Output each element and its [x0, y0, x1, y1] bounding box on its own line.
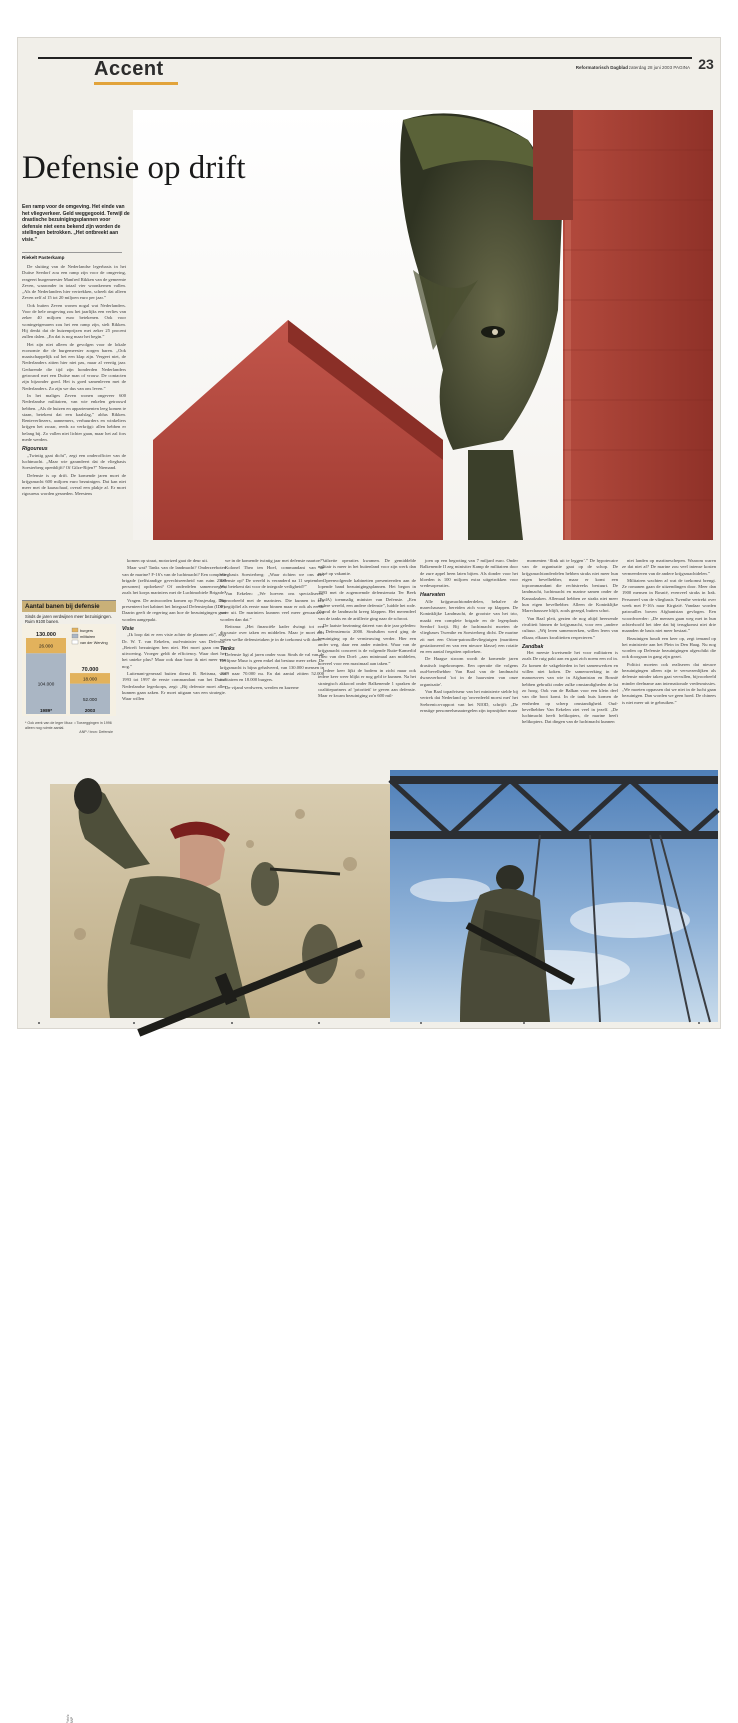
section-title: Accent — [94, 58, 164, 80]
headline: Defensie op drift — [22, 150, 246, 186]
photo-credit: Foto's: ANP — [66, 1714, 74, 1723]
paragraph: Politici moeten ook realiseren dat nieuwe bezuinigingen alleen zijn te verwezenlijken als defensie minder taken gaat vervullen, bijvoorbeeld minder deelname aan internationale vredesmissies. „We moeten oppassen dat we niet in de lucht gaan bezuinigen. Dan worden we geen hoed. De chinees is niet meer uit te gebruiken.” — [622, 661, 717, 705]
paragraph: we in de komende twintig jaar met defensie naartoe?” — [225, 558, 324, 563]
paragraph: Het meeste kwetsende het voor militairen is zoals De ruig pakt aan en gaat zich noem een rol in. Zo komen de vakgebieden in het samenwerken en willen niet koken. De samenwerking in de manoeuvres van wie in Afghanistan en Bosnië hebben gebruikt onder zulke omstandigheden de lat zo hoog. Ook van de Balkan voor een klein deel van die boot komt. In de tank huis komen de eenheden op scherp omstandigheid. Oud-bevelhebber Van Eekelen ziet veel in jezelf. „De luchtmacht heeft helikopters, de marine heeft helikopters. Dat dingen van de luchtmacht kunnen — [522, 650, 618, 725]
paragraph: Defensie is op drift. De komende jaren moet de krijgsmacht 600 miljoen euro bezuinigen. Dat kan niet meer met de kaasschaaf, overal een plakje af. Er moet rigoureus worden gesneden. Meestens — [22, 472, 126, 497]
paragraph: Het zijn niet alleen de gevolgen voor de lokale economie die de burgemeester zorgen baren. „Ook maatschappelijk zal het een klap zijn. Vergeet niet, de Nederlanders zitten hier niet pas, maar al veertig jaar. Gedurende die tijd zijn honderden Nederlanders getrouwd met een Duitse man of vrouw. De contacten zijn bijzonder goed. Het is goed samenleven met de Nederlanders. Zo zijn we dus van ons leven.” — [22, 341, 126, 391]
paragraph: De sluiting van de Nederlandse legerbasis in het Duitse Seedorf zou een ramp zijn voor de omgeving, reageert burgemeester Manfred Rikken van de gemeente Zeven, waaronder in totaal vier woonkernen vallen. „Als de Nederlanders hier vertrekken, scheelt dat alleen Zeven zelf al 15 tot 20 miljoen euro per jaar.” — [22, 264, 126, 301]
paragraph: Vragen. De antwoorden komen op Prinsjesdag. Dan presenteert het kabinet het Integraal Defensieplan (IDP). Daarin geeft de regering aan hoe de bezuinigingen gaat worden aangepakt. — [122, 597, 226, 622]
militairen-label: 52.000 — [82, 696, 98, 702]
soldier-on-bridge-icon — [390, 770, 718, 1022]
legend-label: militairen — [80, 635, 96, 639]
paragraph: De vijand verdween, werden en kazerne — [225, 684, 299, 690]
subheading: Rigoureus — [22, 446, 48, 453]
paragraph: Van Eekelen: „We hoeven ons specialiseren. Bijvoorbeeld met de mariniers. Die kunnen in een vroegtijdiel als eerste naar binnen maar er ook als eerste weer uit. De mariniers kunnen veel meer gewaarderd worden dan dat.” — [220, 591, 324, 622]
paragraph: Maar wat? Tanks van de landmacht? Onderzeeboten van de marine? F-16's van de luchtmacht? Een complete brigade (zelfstandige gevechtseenheid van ruim 2500 personen) opdoeken? Of onderdelen samenvoegen, zoals het korps mariniers met de Luchtmobiele Brigade? — [122, 565, 226, 596]
paragraph: Kolonel Theo ten Hoef, commandant van de vliegbasis Soesterberg: „Waar richten we ons met defensie op? De wereld is veranderd na 11 september. Wat betekent dat voor de integrale veiligheid?” — [220, 565, 324, 590]
paragraph: De Haagse stroom wordt de komende jaren drastisch ingekrompen. Een operatie die volgens oud-bevelhebber Van Baal van de landmacht dwarsverbond 'tot in de haarvaten van onze organisatie'. — [420, 656, 518, 687]
paragraph: Luitenant-generaal buiten dienst R. Reitsma, van 1993 tot 1997 de eerste commandant van het Duits-Nederlandse legerkorps, zegt: „Bij defensie moet alles kunnen gaan zaken. Er moet uitgaan van een strategie. Waar willen — [122, 671, 226, 702]
subheading: Visie — [122, 625, 134, 632]
article-column-2 — [122, 558, 226, 704]
article-column-3 — [220, 558, 324, 692]
article-column-1 — [22, 264, 126, 499]
burgers-label: 26.000 — [38, 643, 54, 649]
legend-label: burgers — [80, 629, 93, 633]
militairen-label: 104.000 — [37, 681, 55, 687]
chart-plot — [22, 624, 116, 716]
subheading: Haarvaten — [420, 592, 446, 599]
chart-source: ANP / bron: Defensie — [79, 730, 113, 734]
paragraph: Van Baal topadviseur van het ministerie stelde bij vertrek dat Nederland op 'onverdeeld moest met' het Srebrenica-rapport van het NIOD, schrijft: „De ernstige personeelsmaatregelen zijn topsnijdser maar — [420, 688, 518, 713]
paragraph: Van Baal pleit, gezien de nog altijd heersende rivaliteit binnen de krijgsmacht, voor een „andere cultuur. „Wij leren samenwerken, willen leren van elkaar, elkaars kwaliteiten respecteren.” — [522, 615, 618, 640]
paragraph: Ook buiten Zeven wonen nogal wat Nederlanders. Voor de hele omgeving zou het jaarlijks een verlies van zeker 40 miljoen euro betekenen. Ook voor woningeigenaren zou het een ramp zijn, stelt Rikken. Hij denkt dat de huizenprijzen met zeker 25 procent zullen dalen. „En dat is nog maar het begin.” — [22, 302, 126, 340]
legend-label: van der Werving — [80, 641, 108, 645]
byline: Riekelt Pasterkamp — [22, 252, 122, 260]
masthead: Reformatorisch Dagblad — [575, 65, 628, 70]
paragraph: komen op straat, motorized gaat de deur uit. — [127, 558, 209, 563]
article-column-5 — [420, 558, 518, 715]
subheading: Tanks — [220, 645, 235, 652]
paragraph: Defensie ligt al jaren onder vuur. Sinds de val van de Berlijnse Muur is geen enkel dat bestuur meer zeker. De krijgsmacht is bijna gehalveerd, van 130.000 mensen in 1989 naar 70.000 nu. En dat aantal zittten 52.000 militairen en 18.000 burgers. — [220, 652, 324, 683]
article-column-4 — [318, 558, 416, 701]
paragraph: „Ik loop dat er een visie achter de plannen zit”, zegt Dr. W. T. van Eekelen, oud-minister van Defensie. „Betreft bezuinigen ben niet. Het moet gaan om de uitvoering. Vroeger geldt de efficiency. Waar doet het het unieke plus? Maar ook daar hoor ik niet meer van nog.” — [122, 632, 226, 669]
paragraph: Opeenvolgende kabinetten presenteerden aan de lopende band bezuinigingsplannen. Het begon in 1993 met de zogenoemde defensienota Ter Beek (PvdA) toenmalig minister van Defensie. „Een andere wereld, een andere defensie”, luidde het rode. Vooral de landmacht kreeg klappen. Het merendeel van de tanks en de artillerie ging naar de schroot. — [318, 577, 416, 621]
paragraph: Reitsma: „Het financiële kader dwingt tot een discussie over taken en middelen. Maar je moet niet weten welke defensietaken je in de toekomst wilt doen.” — [220, 623, 324, 642]
chart-title: Aantal banen bij defensie — [22, 601, 116, 612]
page-number: 23 — [692, 56, 720, 72]
legend-swatch — [72, 640, 78, 644]
paragraph: Militairen wachten af wat de toekomst brengt. Ze romanen gaan de uitzendingen door. Meer dan 1900 mensen in Bosnië, evenveel straks in Irak. Personeel van de vliegbasis Twenthe vertrekt over week met F-16's naar Kirgizië. Vandaar worden patrouilles boven Afghanistan gevlogen. Een woordvoerder: „De mensen gaan weg met in hun achterhoofd het idee dat bij terugkomst niet drie maanden de basis niet meer bestaat.” — [622, 577, 716, 634]
chart-subtitle: Sinds de jaren verdwijnen meer bezuinigingen. Ruim 9100 banen. — [25, 614, 112, 624]
category-label: 2003 — [84, 708, 96, 713]
paragraph: niet landen op mariineschepen. Waarom waren ze dat niet af? De marine zou veel intense kosten vermeerderen van de andere krijgsmachtdelen.” — [622, 558, 716, 576]
paragraph: In het maliges Zeven wonen ongeveer 600 Nederlandse militairen, van wie enkelen getrouwd hebben. „Als de huizen en appartementen leeg komen te staan, betekent dat een kaalslag,” aldus Rikken. Renteverliezers, aannemers, verhuurders en winkeliers krijgen het zwaar, reeds zo verkrijgt: allen hebben er belang bij. Zo vallen niet lichter gaan, maar het zal fors mede werden. — [22, 392, 126, 443]
subheading: Zandbak — [522, 643, 544, 650]
paragraph: momenten ‘flink uit te leggen’.” De hypotecaire van de organisatie gaat op de schop. De krijgsmachtonderdelen hebben straks niet meer hun eigen bevelhebber, maar er komt een topcommandant die rechtstreeks bestuurt. De landmacht, luchtmacht en marine samen onder de Kanaalzaken. Allemaal hebben ze straks niet meer hun eigen bevelhebber. Alleen de Koninklijke Marechaussee blijft, zoals gezegd, buiten schot. — [522, 558, 618, 614]
paragraph: Bezuinigen houdt een keer op, zegt iemand op het ministerie aan het Plein in Den Haag. Nu nog worden op Defensie bezuinigingen afgeschikt die ook doorgaan in gang zijn gezet. — [622, 635, 716, 660]
total-label: 130.000 — [36, 632, 56, 638]
article-column-6 — [522, 558, 618, 727]
total-label: 70.000 — [81, 667, 99, 674]
burgers-label: 18.000 — [82, 676, 98, 682]
legend-swatch — [72, 628, 78, 632]
paragraph: stilzette operaties kwamen. De gemiddelde militair is meer in het buitenland voor zijn werk dan privé op vakantie. — [318, 558, 416, 576]
paragraph: Iedere keer lijkt de bodem in zicht maar ook iedere keer weer blijkt er nog geld te kunnen. Na het strategisch akkoord onder Balkenende 1 spraken de coalitiepartners af 'prioriteit' te geven aan defensie. Maar er kwam bezuiniging zo'n 600 mil- — [318, 668, 416, 699]
jobs-chart — [22, 600, 116, 736]
chart-footnote: * Ook werk van de leger Muur. • Toezeggingen in 1996 alleen nog ruimte aantal. — [25, 721, 112, 730]
paragraph: Alle krijgsmachtonderdelen, behalve de marechaussee, bereiden zich voor op klappen. De Koninklijke Landmacht, de grootste van het trio, maakt een complete brigade en de legerplaats Seedorf kwijt. Bij de luchtmacht moeten de vliegbases Twenthe en Soesterberg dicht. De marine zit met een Orion-patrouillevliegtuigen (maritiem gestationeerd en van een nieuwe klasse) een rotatie en een aantal fregatten opdoeken. — [420, 598, 518, 655]
dateline: zaterdag 28 juni 2003 PAGINA — [628, 65, 690, 70]
paragraph: joen op een begroting van 7 miljard euro. Onder Balkenende II zeg ministter Kamp de militairen door de zure appel heen laten bijten. Als donder voor het bloeden is 100 miljoen extra uitgetrokken voor vredesoperaties. — [420, 558, 518, 589]
category-label: 1989* — [39, 708, 53, 713]
paragraph: De laatste bezinning dateert van drie jaar geleden: de Defensienota 2000. Sindsdien werd ging de bezuiniging op de vernieuwing verder. Hier een ander weg, daar een ander mindert. Waar van de krijgsmacht concreet is de volgende Rutte-Kamerlid Theo van den Doel: „aan minimaal aan middelen, hoeveel voor een maximaal aan taken.” — [318, 622, 416, 666]
legend-swatch — [72, 634, 78, 638]
footer-marks — [18, 1022, 720, 1028]
paragraph: „Twintig gaat dicht”, zegt een onderofficier van de luchtmacht. „Maar wie garandeert dat de vliegbasis Soesterberg openblijft? Of Gilze-Rijen?” Niemand. — [22, 452, 126, 471]
intro-text: Een ramp voor de omgeving. Het einde van het vliegverkeer. Geld weggegooid. Terwijl de drastische bezuinigingsplannen voor defensie niet eens bekend zijn worden de stellingen betrokken. „Het ontbreekt aan visie.” — [22, 204, 130, 243]
shouting-soldier-icon — [50, 784, 390, 1723]
article-column-7 — [622, 558, 716, 707]
newspaper-page — [18, 38, 720, 1723]
section-accent-rule — [94, 82, 178, 85]
